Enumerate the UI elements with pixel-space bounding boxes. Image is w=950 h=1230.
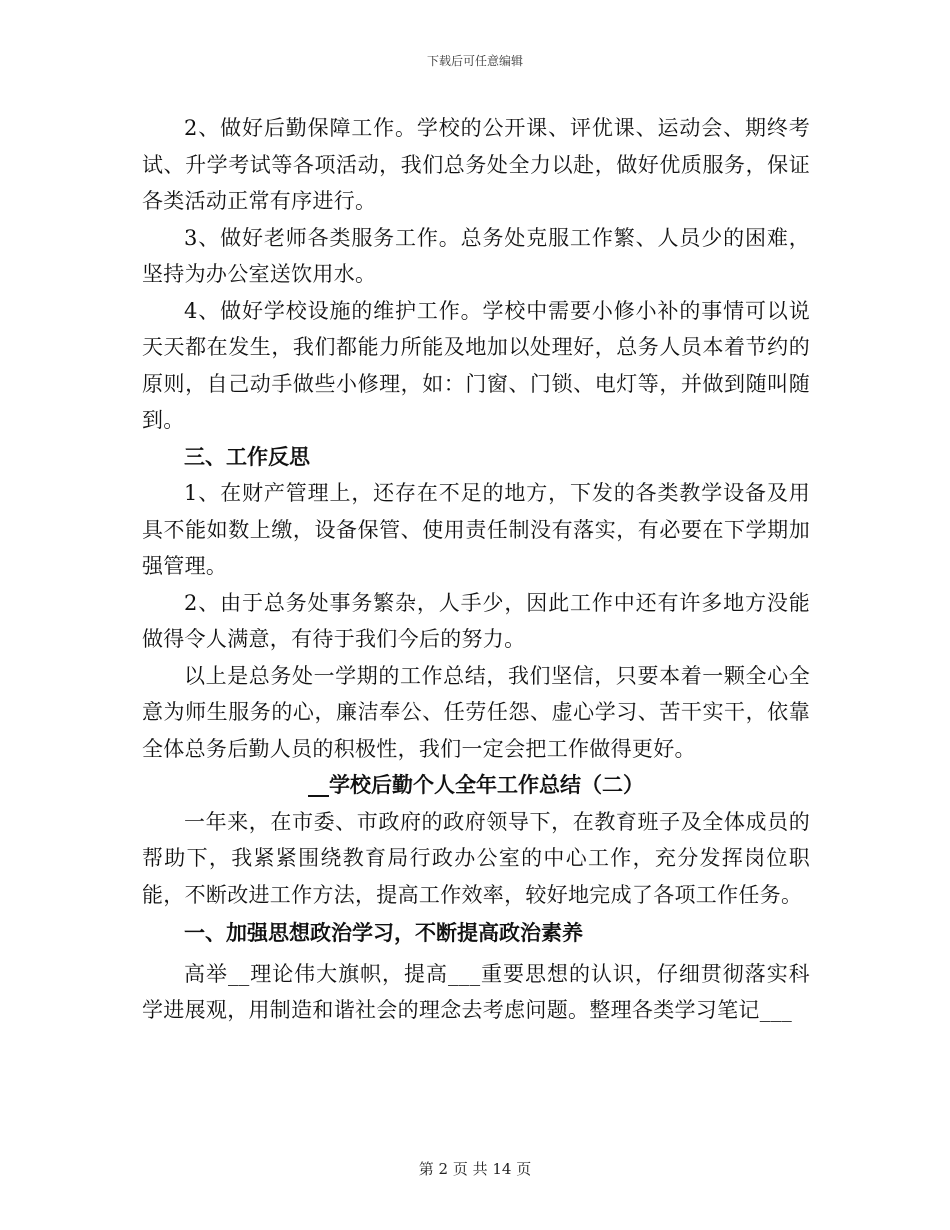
paragraph-logistics-support: 2、做好后勤保障工作。学校的公开课、评优课、运动会、期终考试、升学考试等各项活动，我们总务处全力以赴，做好优质服务，保证各类活动正常有序进行。 — [142, 116, 810, 213]
page-header: 下载后可任意编辑 — [426, 54, 523, 68]
page-number: 第 2 页 共 14 页 — [418, 1160, 532, 1178]
section-heading-reflection: 三、工作反思 — [184, 443, 310, 469]
document-body — [142, 110, 810, 1029]
paragraph-yearly-intro: 一年来，在市委、市政府的政府领导下，在教育班子及全体成员的帮助下，我紧紧围绕教育局行政办公室的中心工作，充分发挥岗位职能，不断改进工作方法，提高工作效率，较好地完成了各项工作任务。 — [142, 809, 810, 907]
section-heading-political-study: 一、加强思想政治学习，不断提高政治素养 — [184, 920, 583, 945]
paragraph-facility-maintenance: 4、做好学校设施的维护工作。学校中需要小修小补的事情可以说天天都在发生，我们都能力所能及地加以处理好，总务人员本着节约的原则，自己动手做些小修理，如：门窗、门锁、电灯等，并做到随叫随到。 — [142, 298, 810, 432]
document-title-part-two: __学校后勤个人全年工作总结（二） — [308, 772, 644, 797]
paragraph-conclusion: 以上是总务处一学期的工作总结，我们坚信，只要本着一颗全心全意为师生服务的心，廉洁奉公、任劳任怨、虚心学习、苦干实干，依靠全体总务后勤人员的积极性，我们一定会把工作做得更好。 — [142, 663, 810, 761]
paragraph-political-study: 高举__理论伟大旗帜，提高___重要思想的认识，仔细贯彻落实科学进展观，用制造和谐社会的理念去考虑问题。整理各类学习笔记___ — [142, 961, 810, 1022]
paragraph-asset-management: 1、在财产管理上，还存在不足的地方，下发的各类教学设备及用具不能如数上缴，设备保管、使用责任制没有落实，有必要在下学期加强管理。 — [142, 481, 810, 578]
paragraph-teacher-services: 3、做好老师各类服务工作。总务处克服工作繁、人员少的困难，坚持为办公室送饮用水。 — [142, 225, 810, 286]
paragraph-workload: 2、由于总务处事务繁杂，人手少，因此工作中还有许多地方没能做得令人满意，有待于我们今后的努力。 — [142, 590, 810, 651]
